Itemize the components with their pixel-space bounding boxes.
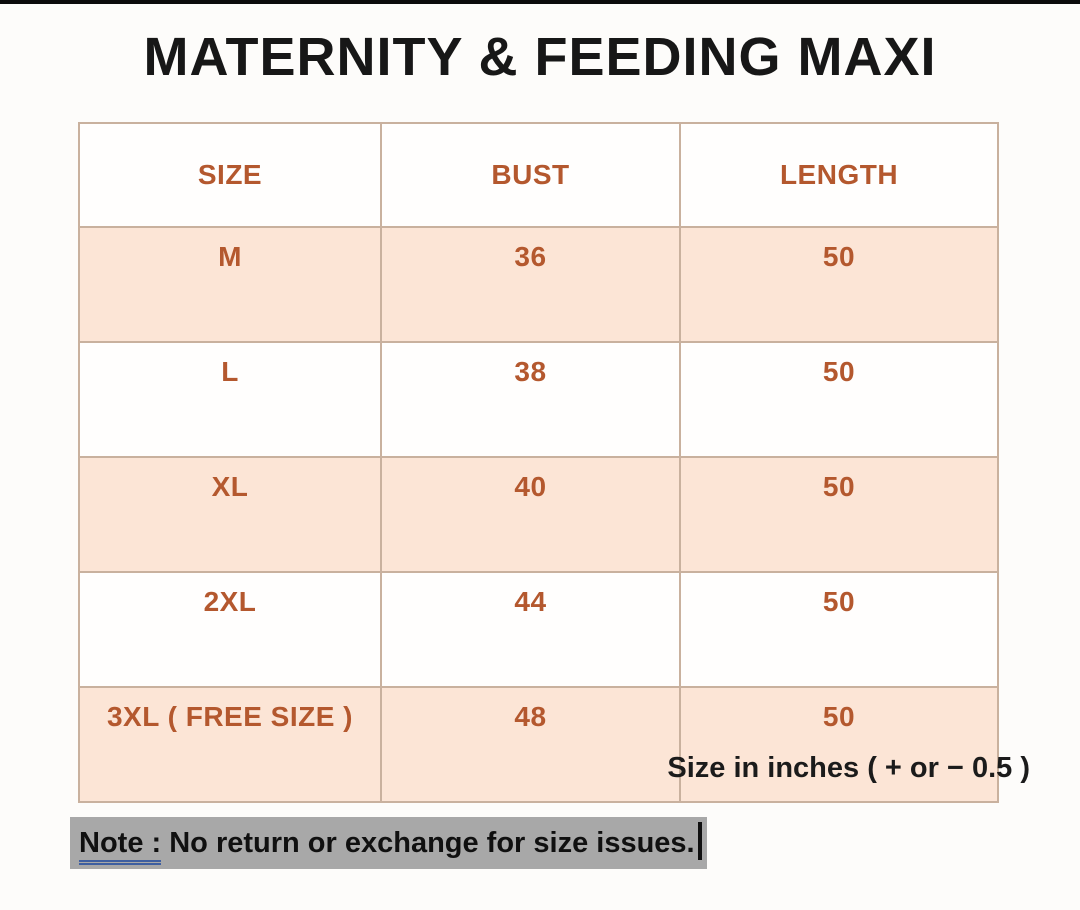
- top-edge-bar: [0, 0, 1080, 4]
- size-cell: 2XL: [79, 572, 381, 687]
- length-cell: 50: [680, 687, 998, 802]
- text-cursor: [698, 822, 702, 860]
- column-header-size: SIZE: [79, 123, 381, 227]
- length-cell: 50: [680, 572, 998, 687]
- bust-cell: 40: [381, 457, 680, 572]
- length-cell: 50: [680, 342, 998, 457]
- table-row: [79, 227, 998, 342]
- table-header-row: [79, 123, 998, 227]
- bust-cell: 44: [381, 572, 680, 687]
- bust-cell: 38: [381, 342, 680, 457]
- size-cell: XL: [79, 457, 381, 572]
- size-cell: L: [79, 342, 381, 457]
- bust-cell: 48: [381, 687, 680, 802]
- table-row: [79, 572, 998, 687]
- bust-cell: 36: [381, 227, 680, 342]
- note-label: Note :: [79, 827, 161, 865]
- page-title: MATERNITY & FEEDING MAXI: [143, 27, 937, 87]
- note-text: No return or exchange for size issues.: [161, 827, 695, 859]
- column-header-bust: BUST: [381, 123, 680, 227]
- size-chart-table: [78, 122, 999, 803]
- size-cell: 3XL ( FREE SIZE ): [79, 687, 381, 802]
- table-row: [79, 457, 998, 572]
- length-cell: 50: [680, 227, 998, 342]
- table-row: [79, 342, 998, 457]
- size-cell: M: [79, 227, 381, 342]
- return-policy-note: [70, 817, 707, 869]
- length-cell: 50: [680, 457, 998, 572]
- column-header-length: LENGTH: [680, 123, 998, 227]
- units-tolerance-note: Size in inches ( + or − 0.5 ): [667, 752, 1030, 784]
